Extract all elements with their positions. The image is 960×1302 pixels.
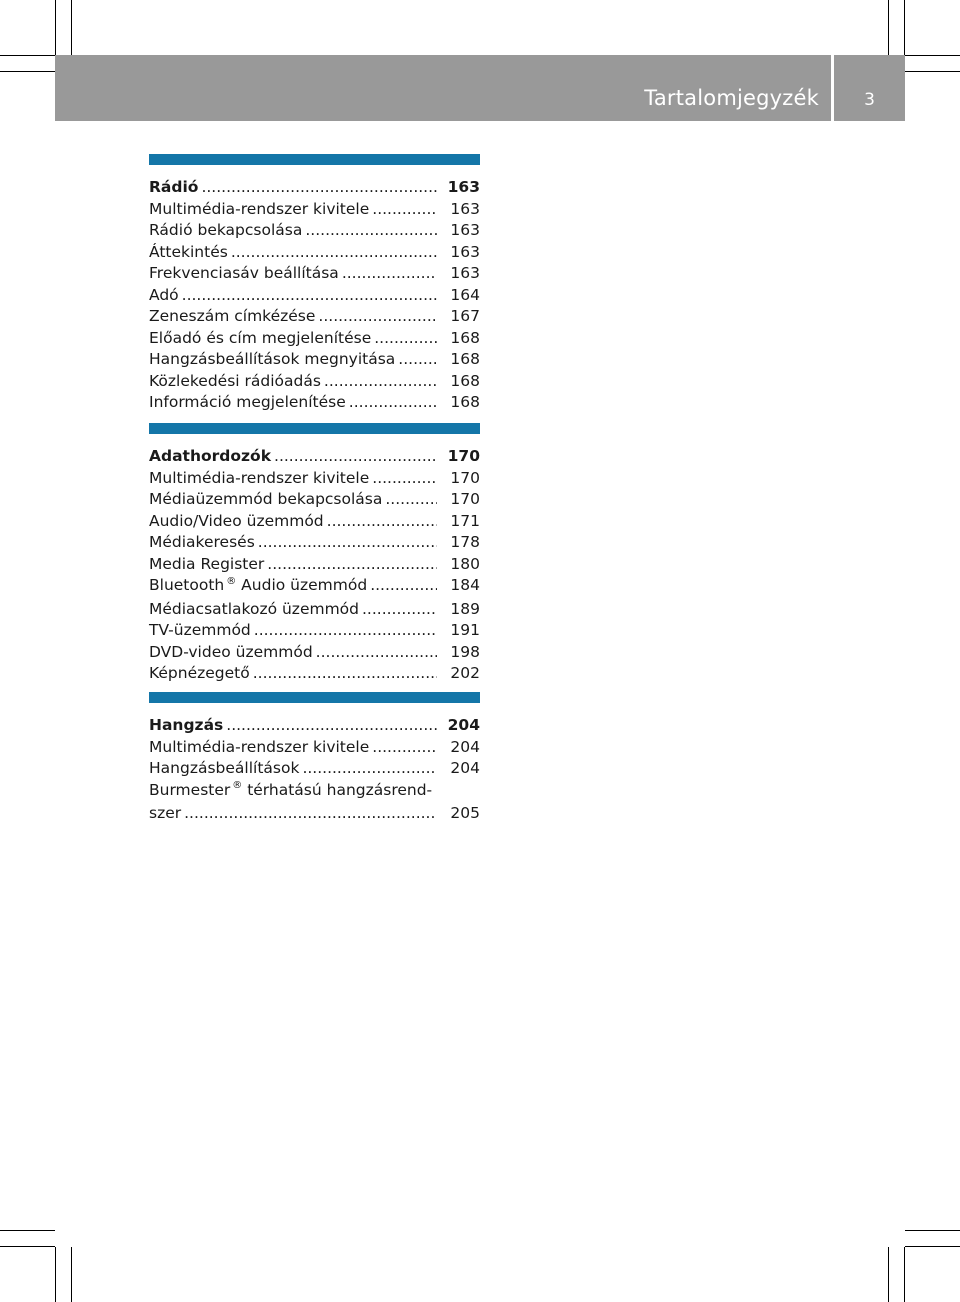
toc-entry[interactable] [149, 263, 480, 285]
crop-mark [0, 71, 55, 72]
toc-heading-page: 204 [447, 716, 480, 734]
toc-leader [385, 489, 437, 511]
toc-entry[interactable] [149, 371, 480, 393]
crop-mark [905, 1230, 960, 1231]
toc-entry-label-continuation: szer [149, 804, 182, 822]
toc-entry[interactable] [149, 554, 480, 576]
section-bar [149, 423, 480, 434]
crop-mark [71, 0, 72, 55]
toc-entry[interactable] [149, 328, 480, 350]
toc-entry-label: Információ megjelenítése [149, 393, 346, 411]
toc-entry[interactable] [149, 575, 480, 599]
toc-entry[interactable] [149, 349, 480, 371]
toc-section-sound [149, 692, 480, 825]
toc-entry-label-suffix: Audio üzemmód [236, 576, 368, 594]
toc-entry-continuation[interactable] [149, 803, 480, 825]
toc-entry-label: Multimédia-rendszer kivitele [149, 737, 370, 756]
toc-leader [231, 242, 437, 264]
toc-leader [305, 220, 437, 242]
toc-entry-label-main: Burmester [149, 780, 231, 799]
crop-mark [888, 0, 889, 55]
toc-entry[interactable] [149, 758, 480, 780]
toc-entry[interactable] [149, 663, 480, 685]
toc-entry-label: DVD-video üzemmód [149, 642, 313, 661]
toc-entry[interactable] [149, 489, 480, 511]
toc-leader [302, 758, 437, 780]
toc-leader [327, 511, 437, 533]
toc-entry[interactable] [149, 737, 480, 759]
toc-entry[interactable] [149, 285, 480, 307]
toc-entry-wrapped[interactable] [149, 780, 480, 804]
toc-heading[interactable] [149, 446, 480, 468]
toc-entry[interactable] [149, 620, 480, 642]
toc-entry[interactable] [149, 306, 480, 328]
toc-leader [374, 328, 437, 350]
registered-mark: ® [232, 780, 243, 792]
toc-entry-page: 198 [450, 642, 480, 661]
toc-entry-label-main: Bluetooth [149, 576, 225, 594]
toc-heading-page: 163 [447, 178, 480, 196]
toc-entry-page: 189 [450, 599, 480, 618]
crop-mark [905, 55, 960, 56]
crop-mark [888, 1247, 889, 1302]
toc-leader [201, 177, 437, 199]
toc-entry-label: Multimédia-rendszer kivitele [149, 468, 370, 487]
toc-entry-page: 178 [450, 533, 480, 551]
toc-entry[interactable] [149, 511, 480, 533]
toc-leader [184, 803, 437, 825]
toc-section-radio [149, 154, 480, 414]
toc-entry-page: 164 [450, 285, 480, 304]
toc-heading[interactable] [149, 715, 480, 737]
toc-leader [372, 468, 437, 490]
toc-entry-label: Közlekedési rádióadás [149, 371, 321, 390]
toc-entry-page: 168 [450, 393, 480, 411]
crop-mark [905, 1246, 960, 1247]
toc-leader [349, 392, 437, 414]
toc-leader [258, 532, 437, 554]
toc-entry-page: 168 [450, 328, 480, 347]
toc-entry-label: Előadó és cím megjelenítése [149, 328, 372, 347]
toc-entry-page: 168 [450, 371, 480, 390]
toc-leader [324, 371, 437, 393]
toc-entry-label: Médiakeresés [149, 533, 255, 551]
crop-mark [0, 55, 55, 56]
toc-leader [342, 263, 437, 285]
toc-entry-label: Media Register [149, 554, 265, 573]
toc-entry[interactable] [149, 242, 480, 264]
section-bar [149, 692, 480, 703]
crop-mark [0, 1246, 55, 1247]
toc-entry-label [149, 575, 367, 597]
toc-entry-label: Rádió bekapcsolása [149, 221, 303, 239]
registered-mark: ® [226, 575, 237, 587]
toc-entry-page: 191 [450, 621, 480, 639]
toc-entry-label: Médiacsatlakozó üzemmód [149, 599, 359, 618]
toc-entry-label-suffix: térhatású hangzásrend- [242, 780, 433, 799]
section-bar [149, 154, 480, 165]
toc-entry-page: 167 [450, 307, 480, 325]
toc-entry[interactable] [149, 642, 480, 664]
toc-entry[interactable] [149, 392, 480, 414]
toc-entry-page: 205 [450, 804, 480, 822]
toc-entry-page: 170 [450, 490, 480, 508]
toc-entry-label [149, 780, 480, 802]
toc-leader [316, 642, 437, 664]
crop-mark [55, 0, 56, 55]
toc-leader [318, 306, 437, 328]
toc-entry-page: 163 [450, 242, 480, 261]
toc-leader [253, 663, 437, 685]
toc-heading-page: 170 [447, 447, 480, 465]
toc-entry-label: TV-üzemmód [149, 621, 251, 639]
toc-entry-page: 184 [450, 576, 480, 594]
toc-leader [372, 199, 437, 221]
toc-leader [398, 349, 437, 371]
page-title: Tartalomjegyzék [644, 86, 819, 110]
toc-entry-label: Hangzásbeállítások [149, 759, 300, 777]
toc-leader [267, 554, 437, 576]
crop-mark [904, 0, 905, 55]
toc-entry-label: Frekvenciasáv beállítása [149, 264, 339, 282]
page-number: 3 [864, 90, 875, 110]
toc-entry-label: Hangzásbeállítások megnyitása [149, 350, 396, 368]
toc-entry-page: 163 [450, 199, 480, 218]
toc-leader [370, 575, 437, 597]
toc-entry-page: 163 [450, 264, 480, 282]
toc-leader [274, 446, 437, 468]
header-divider [831, 55, 834, 121]
toc-entry[interactable] [149, 532, 480, 554]
toc-leader [226, 715, 437, 737]
crop-mark [904, 1247, 905, 1302]
toc-heading-label: Rádió [149, 178, 199, 196]
toc-entry[interactable] [149, 599, 480, 621]
toc-entry-label: Képnézegető [149, 664, 250, 682]
toc-entry-page: 204 [450, 737, 480, 756]
toc-leader [372, 737, 437, 759]
toc-entry-label: Audio/Video üzemmód [149, 511, 324, 530]
toc-entry-label: Médiaüzemmód bekapcsolása [149, 490, 383, 508]
toc-entry-page: 202 [450, 664, 480, 682]
toc-entry-page: 171 [450, 511, 480, 530]
toc-entry-page: 180 [450, 554, 480, 573]
toc-heading[interactable] [149, 177, 480, 199]
crop-mark [71, 1247, 72, 1302]
toc-entry-label: Multimédia-rendszer kivitele [149, 199, 370, 218]
toc-entry-page: 168 [450, 350, 480, 368]
toc-entry[interactable] [149, 468, 480, 490]
toc-entry-page: 163 [450, 221, 480, 239]
crop-mark [905, 71, 960, 72]
toc-section-media [149, 423, 480, 685]
toc-entry-label: Adó [149, 285, 179, 304]
toc-heading-label: Adathordozók [149, 447, 272, 465]
toc-heading-label: Hangzás [149, 716, 224, 734]
crop-mark [0, 1230, 55, 1231]
toc-entry[interactable] [149, 220, 480, 242]
toc-leader [182, 285, 437, 307]
toc-entry-page: 170 [450, 468, 480, 487]
toc-leader [362, 599, 437, 621]
toc-leader [254, 620, 437, 642]
toc-entry-label: Zeneszám címkézése [149, 307, 316, 325]
toc-entry[interactable] [149, 199, 480, 221]
toc-entry-label: Áttekintés [149, 242, 228, 261]
crop-mark [55, 1247, 56, 1302]
toc-entry-page: 204 [450, 759, 480, 777]
